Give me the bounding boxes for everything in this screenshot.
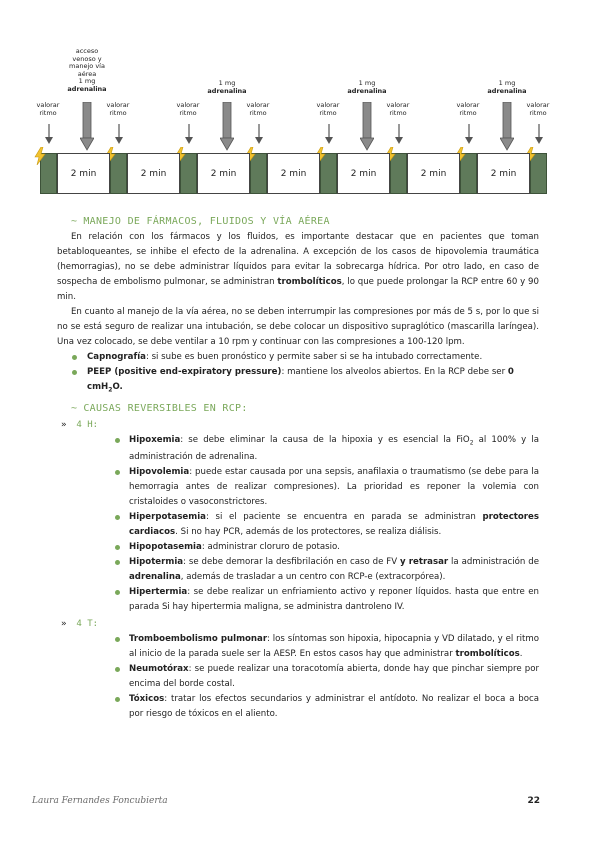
interval-label: 2 min: [140, 168, 167, 179]
interval-label: 2 min: [350, 168, 377, 179]
interval-cell: [57, 153, 110, 194]
bullet-list-4h: [57, 433, 539, 616]
valorar-ritmo-label: [376, 102, 420, 117]
footer: [32, 796, 540, 806]
valorar-ritmo-label: [446, 102, 490, 117]
label-line: adrenalina: [347, 86, 387, 95]
arrow-icon: [322, 124, 336, 150]
label-line: ritmo: [529, 108, 547, 117]
label-line: 1 mg: [218, 79, 236, 87]
bold-text: trombolíticos: [455, 649, 520, 660]
bold-term: Hiperpotasemia: [129, 512, 206, 523]
footer-author: Laura Fernandes Foncubierta: [32, 796, 168, 806]
adrenalina-label: [477, 80, 537, 95]
section-heading-farmacos: [71, 214, 539, 229]
valorar-ritmo-label: [26, 102, 70, 117]
big-arrow-icon: [220, 102, 234, 156]
valorar-ritmo-label: [166, 102, 210, 117]
subheading-4t: [61, 617, 539, 632]
squiggle-icon: ~: [71, 402, 78, 414]
label-line: valorar: [246, 101, 270, 109]
section-title: MANEJO DE FÁRMACOS, FLUIDOS Y VÍA AÉREA: [83, 216, 330, 227]
adrenalina-label: [337, 80, 397, 95]
double-chevron-icon: »: [61, 619, 67, 630]
rcp-timeline-diagram: [0, 0, 600, 200]
interval-cell: [197, 153, 250, 194]
big-arrow-icon: [360, 102, 374, 156]
bold-text: y retrasar: [400, 557, 449, 568]
main-content: [57, 214, 539, 722]
label-line: adrenalina: [207, 86, 247, 95]
label-line: adrenalina: [487, 86, 527, 95]
label-line: valorar: [386, 101, 410, 109]
arrow-icon: [462, 124, 476, 150]
label-line: valorar: [36, 101, 60, 109]
label-line: manejo vía: [69, 62, 105, 70]
list-item: [129, 555, 539, 585]
label-line: ritmo: [319, 108, 337, 117]
valorar-ritmo-label: [516, 102, 560, 117]
bold-term: Hipopotasemia: [129, 542, 202, 553]
text: la administración de: [448, 557, 539, 568]
adrenalina-label: [57, 48, 117, 93]
bold-term: Tóxicos: [129, 694, 165, 705]
bold-term: Neumotórax: [129, 664, 189, 675]
arrow-icon: [112, 124, 126, 150]
text: .: [519, 649, 523, 660]
bold-term: Hipertermia: [129, 587, 188, 598]
list-item: [87, 350, 539, 365]
subscript: 2: [108, 386, 113, 394]
label-line: ritmo: [179, 108, 197, 117]
list-item: [129, 465, 539, 510]
text: En relación con los fármacos y los fluidos, es importante destacar que en pacientes que toman betabloqueantes, se inhibe el efecto de la adrenalina. A excepción de los casos de hipovolemia traumática (hemorragias), no se debe administrar líquidos para evitar la sobrecarga hídrica. Por otro lado, en caso de sospecha de embolismo pulmonar, se administran: [57, 232, 539, 287]
list-item: [129, 632, 539, 662]
text: O.: [112, 382, 123, 392]
text: : se puede realizar una toracotomía abierta, donde hay que pinchar siempre por encima del borde costal.: [129, 664, 539, 690]
label-line: ritmo: [109, 108, 127, 117]
bold-term: Tromboembolismo pulmonar: [129, 634, 268, 645]
label-line: ritmo: [249, 108, 267, 117]
interval-cell: [407, 153, 460, 194]
label-line: 1 mg: [78, 77, 96, 85]
list-item: [129, 433, 539, 466]
list-item: [87, 365, 539, 398]
interval-cell: [267, 153, 320, 194]
text: : tratar los efectos secundarios y administrar el antídoto. No realizar el boca a boca por riesgo de tóxicos en el aliento.: [129, 694, 539, 720]
label-line: ritmo: [459, 108, 477, 117]
big-arrow-icon: [80, 102, 94, 156]
bold-text: protectores cardiacos: [129, 512, 539, 538]
paragraph: En cuanto al manejo de la vía aérea, no se deben interrumpir las compresiones por más de 5 s, por lo que si no se está seguro de realizar una intubación, se debe colocar un dispositivo supraglótico (mascarilla laríngea). Una vez colocado, se debe ventilar a 10 rpm y continuar con las compresiones a 100-120 lpm.: [57, 307, 539, 347]
bold-term: Capnografía: [87, 352, 146, 362]
paragraph: [57, 230, 539, 305]
label-line: ritmo: [39, 108, 57, 117]
text: : mantiene los alveolos abiertos. En la RCP debe ser: [281, 367, 508, 377]
label-line: 1 mg: [358, 79, 376, 87]
text: : se debe demorar la desfibrilación en caso de FV: [183, 557, 401, 568]
arrow-icon: [182, 124, 196, 150]
arrow-icon: [532, 124, 546, 150]
interval-label: 2 min: [210, 168, 237, 179]
big-arrow-icon: [500, 102, 514, 156]
bold-text: trombolíticos: [277, 277, 342, 287]
text: , además de trasladar a un centro con RCP-e (extracorpórea).: [180, 572, 446, 583]
text: al 100% y la administración de adrenalina.: [129, 434, 540, 463]
label-line: valorar: [176, 101, 200, 109]
section-title: CAUSAS REVERSIBLES EN RCP:: [83, 402, 248, 414]
subscript: 2: [469, 439, 474, 447]
page-number: 22: [527, 796, 540, 806]
interval-label: 2 min: [280, 168, 307, 179]
interval-label: 2 min: [70, 168, 97, 179]
label-line: aérea: [77, 69, 97, 78]
bold-term: Hipovolemia: [129, 467, 190, 478]
list-item: [129, 692, 539, 722]
interval-label: 2 min: [490, 168, 517, 179]
text: : puede estar causada por una sepsis, anafilaxia o traumatismo (se debe para la hemorragia antes de realizar compresiones). La prioridad es reponer la volemia con cristaloides o vasoconstrictores.: [129, 467, 539, 508]
bold-text: adrenalina: [129, 572, 181, 583]
list-item: [129, 510, 539, 540]
squiggle-icon: ~: [71, 216, 78, 227]
double-chevron-icon: »: [61, 419, 67, 430]
bold-term: PEEP (positive end-expiratory pressure): [87, 367, 282, 377]
arrow-icon: [392, 124, 406, 150]
text: : si sube es buen pronóstico y permite saber si se ha intubado correctamente.: [145, 352, 483, 362]
subheading-label: 4 H:: [76, 419, 99, 430]
interval-label: 2 min: [420, 168, 447, 179]
text: , lo que puede prolongar la RCP entre 60 y 90 min.: [57, 277, 539, 302]
interval-cell: [477, 153, 530, 194]
label-line: valorar: [106, 101, 130, 109]
lightning-icon: [34, 147, 46, 169]
label-line: venoso y: [72, 54, 102, 63]
text: . Si no hay PCR, además de los protectores, se realiza diálisis.: [175, 527, 442, 538]
bullet-list: [57, 350, 539, 398]
label-line: 1 mg: [498, 79, 516, 87]
label-line: acceso: [75, 47, 99, 55]
valorar-ritmo-label: [236, 102, 280, 117]
list-item: [129, 540, 539, 555]
text: 0 cmH: [87, 367, 514, 392]
label-line: valorar: [316, 101, 340, 109]
adrenalina-label: [197, 80, 257, 95]
arrow-icon: [42, 124, 56, 150]
label-line: ritmo: [389, 108, 407, 117]
section-heading-causas: [71, 401, 539, 416]
bold-term: Hipotermia: [129, 557, 184, 568]
valorar-ritmo-label: [306, 102, 350, 117]
label-line: valorar: [456, 101, 480, 109]
arrow-icon: [252, 124, 266, 150]
bold-term: Hipoxemia: [129, 434, 181, 445]
subheading-4h: [61, 418, 539, 433]
list-item: [129, 662, 539, 692]
text: : administrar cloruro de potasio.: [201, 542, 340, 553]
label-line: adrenalina: [67, 84, 107, 93]
list-item: [129, 585, 539, 615]
text: : se debe eliminar la causa de la hipoxia y es esencial la FiO: [180, 434, 470, 445]
interval-cell: [127, 153, 180, 194]
text: : si el paciente se encuentra en parada se administran: [205, 512, 483, 523]
valorar-ritmo-label: [96, 102, 140, 117]
label-line: valorar: [526, 101, 550, 109]
interval-cell: [337, 153, 390, 194]
text: : los síntomas son hipoxia, hipocapnia y VD dilatado, y el ritmo al inicio de la parada suele ser la AESP. En estos casos hay que administrar: [129, 634, 539, 660]
subheading-label: 4 T:: [76, 619, 99, 630]
bullet-list-4t: [57, 632, 539, 722]
text: : se debe realizar un enfriamiento activo y reponer líquidos. hasta que entre en parada Si hay hipertermia maligna, se administra dantroleno IV.: [129, 587, 539, 613]
